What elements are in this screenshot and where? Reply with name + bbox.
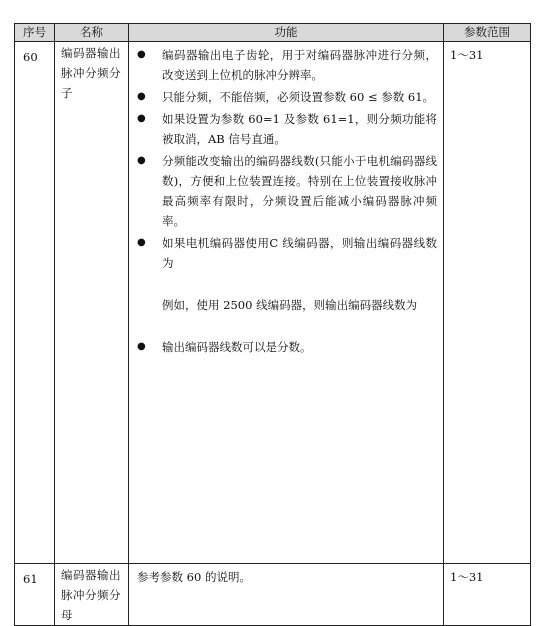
param-no: 60 (15, 42, 55, 564)
bullet-icon: ● (137, 341, 146, 352)
list-item-text: 如果电机编码器使用C 线编码器，则输出编码器线数为 (162, 236, 437, 270)
param-range: 1～31 (444, 564, 531, 626)
list-item-text: 输出编码器线数可以是分数。 (162, 340, 312, 354)
example-text: 例如，使用 2500 线编码器，则输出编码器线数为 (162, 298, 418, 312)
bullet-icon: ● (137, 237, 146, 248)
header-function: 功能 (129, 24, 444, 42)
param-name: 编码器输出脉冲分频分母 (55, 564, 129, 626)
list-item (135, 337, 437, 357)
function-text: 参考参数 60 的说明。 (137, 570, 251, 584)
bullet-icon: ● (137, 113, 146, 124)
bullet-icon: ● (137, 49, 146, 60)
table-header-row (15, 24, 531, 42)
list-item-text: 如果设置为参数 60=1 及参数 61=1，则分频功能将被取消，AB 信号直通。 (162, 112, 437, 146)
header-range: 参数范围 (444, 24, 531, 42)
list-item-text: 分频能改变输出的编码器线数(只能小于电机编码器线数)，方便和上位装置连接。特别在上位装置接收脉冲最高频率有限时，分频设置后能减小编码器脉冲频率。 (162, 154, 437, 228)
list-item (135, 151, 437, 231)
bullet-icon: ● (137, 155, 146, 166)
header-name: 名称 (55, 24, 129, 42)
param-function (129, 564, 444, 626)
list-item (135, 233, 437, 273)
param-range: 1～31 (444, 42, 531, 564)
list-item-text: 编码器输出电子齿轮，用于对编码器脉冲进行分频，改变送到上位机的脉冲分辨率。 (162, 48, 437, 82)
list-item (135, 87, 437, 107)
parameter-table (14, 23, 531, 626)
param-no: 61 (15, 564, 55, 626)
table-row (15, 42, 531, 564)
table-row (15, 564, 531, 626)
list-item (135, 109, 437, 149)
bullet-icon: ● (137, 91, 146, 102)
list-item-text: 只能分频，不能倍频，必须设置参数 60 ≤ 参数 61。 (162, 90, 435, 104)
header-no: 序号 (15, 24, 55, 42)
param-function (129, 42, 444, 564)
list-item (135, 45, 437, 85)
param-name: 编码器输出脉冲分频分子 (55, 42, 129, 564)
